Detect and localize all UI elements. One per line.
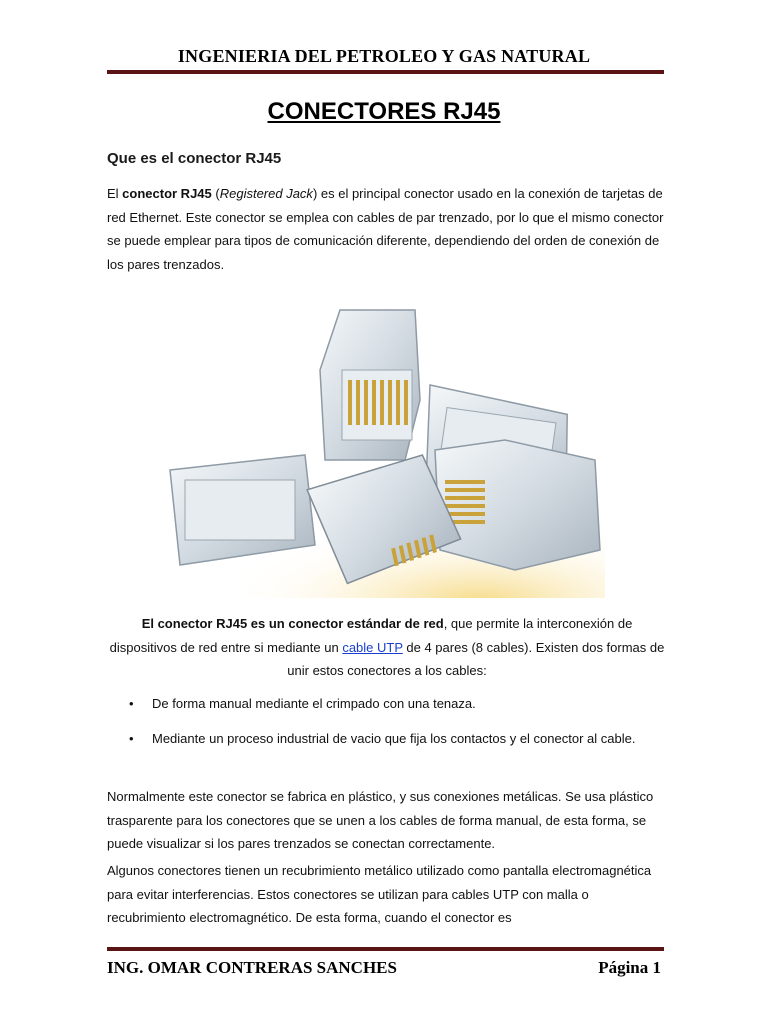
header-rule — [107, 70, 664, 74]
header-title: INGENIERIA DEL PETROLEO Y GAS NATURAL — [177, 46, 591, 66]
figure-caption — [107, 612, 667, 683]
bullet-icon: • — [129, 696, 134, 711]
rj45-connectors-image — [165, 290, 605, 598]
connector-shape — [435, 440, 600, 570]
text-run: El — [107, 186, 123, 201]
footer-author: ING. OMAR CONTRERAS SANCHES — [107, 958, 397, 977]
italic-term: Registered Jack — [219, 186, 313, 201]
text-run: de 4 pares (8 cables). Existen dos formas de unir estos conectores a los cables: — [287, 639, 665, 678]
footer-page-number: Página 1 — [598, 958, 661, 977]
cable-utp-link[interactable]: cable UTP — [342, 639, 403, 655]
bold-term: conector RJ45 — [122, 186, 212, 201]
bullet-icon: • — [129, 730, 134, 746]
list-item — [107, 727, 667, 751]
text-run: , que permite la interconexión de dispositivos de red entre si mediante un — [109, 616, 633, 655]
body-paragraph: Normalmente este conector se fabrica en plástico, y sus conexiones metálicas. Se usa plástico trasparente para los conectores que se unen a los cables de forma manual, de esta forma, se puede visualizar si los pares trenzados se conectan correctamente. — [107, 789, 654, 851]
list-item-text: Mediante un proceso industrial de vacio que fija los contactos y el conector al cable. — [152, 730, 636, 746]
text-run: ) es el principal conector usado en la conexión de tarjetas de red Ethernet. Este conector se emplea con cables de par trenzado, por lo que el mismo conector se puede emplear para tipos de comunicación diferente, dependiendo del orden de conexión de los pares trenzados. — [107, 186, 664, 272]
section-heading: Que es el conector RJ45 — [107, 150, 282, 167]
list-item — [107, 692, 667, 716]
list-item-text: De forma manual mediante el crimpado con una tenaza. — [152, 696, 476, 711]
connector-shape — [320, 310, 420, 460]
body-paragraph: Algunos conectores tienen un recubrimiento metálico utilizado como pantalla electromagnética para evitar interferencias. Estos conectores se utilizan para cables UTP con malla o recubrimiento electromagnético. De esta forma, cuando el conector es — [107, 863, 652, 925]
connector-shape — [170, 455, 315, 565]
document-title: CONECTORES RJ45 — [267, 98, 501, 125]
text-run: ( — [211, 186, 220, 201]
intro-paragraph — [107, 182, 667, 276]
footer-rule — [107, 947, 664, 951]
bullet-list — [107, 692, 667, 761]
bold-term: El conector RJ45 es un conector estándar de red — [141, 616, 444, 631]
